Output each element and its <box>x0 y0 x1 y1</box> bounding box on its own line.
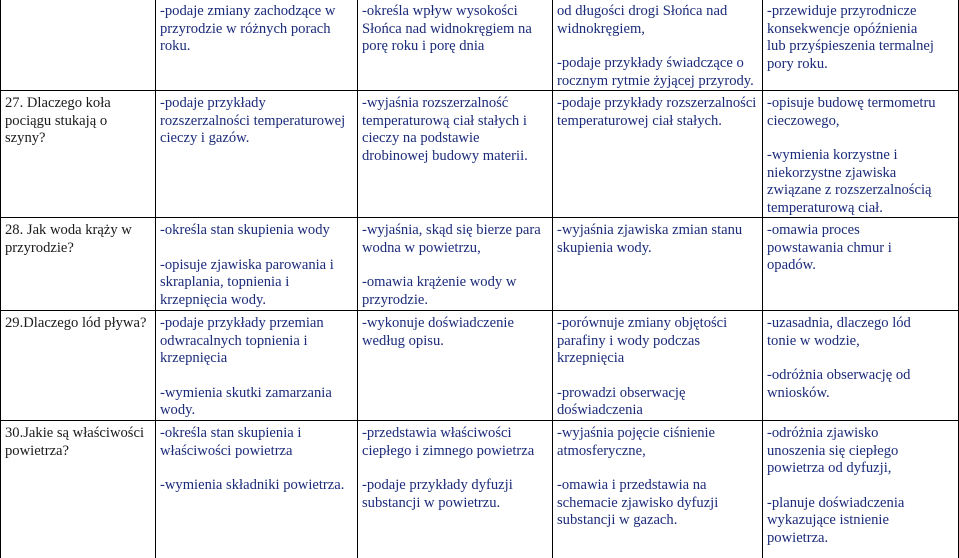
requirement-text-line: skraplania, topnienia i <box>160 274 290 290</box>
requirement-text-line: -wymienia skutki zamarzania <box>160 384 332 401</box>
requirement-text-line: -opisuje zjawiska parowania i <box>160 256 334 273</box>
paragraph-gap <box>557 368 758 385</box>
paragraph-gap <box>557 38 758 55</box>
requirement-text-line: wodna w powietrzu, <box>362 239 481 256</box>
requirement-cell <box>763 218 959 311</box>
requirement-text-line: cieczy na podstawie <box>362 130 480 146</box>
requirement-text-line: krzepnięcia wody. <box>160 291 267 308</box>
requirement-text-line: -porównuje zmiany objętości <box>557 315 728 331</box>
question-cell <box>1 421 156 558</box>
requirement-text-line: wykazujące istnienie <box>767 512 889 528</box>
requirement-text-line: -wyjaśnia pojęcie ciśnienie <box>557 425 716 441</box>
requirement-text-line: temperaturową ciał. <box>767 199 883 216</box>
requirement-cell <box>358 421 553 558</box>
paragraph-gap <box>767 478 954 495</box>
question-text-line: powietrza? <box>5 442 70 459</box>
requirement-cell <box>156 91 358 218</box>
requirement-text-line: tonie w wodzie, <box>767 332 860 349</box>
requirement-cell <box>763 311 959 421</box>
question-cell <box>1 91 156 218</box>
table-row <box>1 218 959 311</box>
requirement-text-line: pory roku. <box>767 55 828 72</box>
requirement-text-line: temperaturowej ciał stałych. <box>557 112 722 129</box>
requirement-text-line: atmosferyczne, <box>557 442 646 459</box>
requirement-cell <box>553 421 763 558</box>
table-body <box>1 0 959 558</box>
requirement-text-line: rocznym rytmie żyjącej przyrody. <box>557 72 754 89</box>
requirement-text-line: -podaje zmiany zachodzące w <box>160 3 336 19</box>
requirement-text-line: związane z rozszerzalnością <box>767 182 932 198</box>
requirement-text-line: -podaje przykłady <box>160 95 266 111</box>
requirement-text-line: -wyjaśnia, skąd się bierze para <box>362 222 541 238</box>
requirement-text-line: porę roku i porę dnia <box>362 38 485 54</box>
requirement-text-line: -planuje doświadczenia <box>767 494 905 511</box>
requirement-text-line: właściwości powietrza <box>160 442 293 459</box>
paragraph-gap <box>767 350 954 367</box>
requirement-text-line: krzepnięcia <box>160 350 228 366</box>
requirement-text-line: opadów. <box>767 257 816 273</box>
requirement-cell <box>358 311 553 421</box>
requirement-text-line: -określa stan skupienia wody <box>160 222 330 238</box>
requirement-text-line: -uzasadnia, dlaczego lód <box>767 315 911 331</box>
question-text-line: przyrodzie? <box>5 239 74 256</box>
requirement-text-line: -określa wpływ wysokości <box>362 3 518 19</box>
requirement-text-line: -określa stan skupienia i <box>160 425 302 441</box>
paragraph-gap <box>767 130 954 147</box>
question-text-line: pociągu stukają o <box>5 112 108 129</box>
requirement-text-line: -wymienia składniki powietrza. <box>160 477 345 493</box>
requirement-text-line: od długości drogi Słońca nad <box>557 3 728 19</box>
requirement-text-line: substancji w gazach. <box>557 512 678 528</box>
table-row <box>1 91 959 218</box>
requirement-text-line: lub przyśpieszenia termalnej <box>767 38 934 54</box>
requirement-text-line: unoszenia się ciepłego <box>767 442 899 459</box>
requirement-text-line: cieczy i gazów. <box>160 130 250 146</box>
requirement-text-line: -omawia proces <box>767 222 860 238</box>
question-text-line: 30.Jakie są właściwości <box>5 425 145 441</box>
requirement-text-line: cieczowego, <box>767 112 840 129</box>
requirement-cell <box>156 0 358 91</box>
requirement-text-line: -opisuje budowę termometru <box>767 95 936 111</box>
requirement-text-line: powietrza. <box>767 529 829 546</box>
requirement-text-line: powstawania chmur i <box>767 239 892 256</box>
requirement-text-line: Słońca nad widnokręgiem na <box>362 20 532 37</box>
requirement-cell <box>553 311 763 421</box>
requirement-text-line: powietrza od dyfuzji, <box>767 460 892 476</box>
requirement-text-line: rozszerzalności temperaturowej <box>160 112 346 129</box>
requirement-cell <box>156 421 358 558</box>
requirement-cell <box>553 0 763 91</box>
requirement-cell <box>763 91 959 218</box>
question-text-line: 27. Dlaczego koła <box>5 95 111 111</box>
table-row <box>1 0 959 91</box>
requirement-text-line: -podaje przykłady dyfuzji <box>362 477 513 493</box>
requirement-text-line: substancji w powietrzu. <box>362 494 501 511</box>
requirement-text-line: -wyjaśnia zjawiska zmian stanu <box>557 222 743 238</box>
question-cell <box>1 311 156 421</box>
requirement-text-line: -podaje przykłady rozszerzalności <box>557 95 757 111</box>
requirement-text-line: przyrodzie w różnych porach <box>160 20 331 37</box>
requirement-text-line: według opisu. <box>362 332 444 349</box>
paragraph-gap <box>557 460 758 477</box>
table-row <box>1 421 959 558</box>
requirement-text-line: -omawia krążenie wody w <box>362 274 517 290</box>
requirement-text-line: -omawia i przedstawia na <box>557 477 707 493</box>
requirement-text-line: -przewiduje przyrodnicze <box>767 3 917 19</box>
requirement-text-line: doświadczenia <box>557 402 643 418</box>
requirement-text-line: niekorzystne zjawiska <box>767 164 897 181</box>
paragraph-gap <box>362 257 548 274</box>
requirement-text-line: -odróżnia obserwację od <box>767 367 911 383</box>
requirement-text-line: parafiny i wody podczas <box>557 332 701 349</box>
requirement-text-line: wody. <box>160 402 196 418</box>
requirement-text-line: -wymienia korzystne i <box>767 147 898 163</box>
requirement-text-line: -podaje przykłady przemian <box>160 315 324 331</box>
table-row <box>1 311 959 421</box>
requirement-text-line: przyrodzie. <box>362 291 429 308</box>
requirement-text-line: odwracalnych topnienia i <box>160 332 308 349</box>
requirement-text-line: drobinowej budowy materii. <box>362 147 528 164</box>
requirement-text-line: schemacie zjawisko dyfuzji <box>557 494 719 511</box>
question-cell <box>1 0 156 91</box>
requirement-cell <box>156 218 358 311</box>
requirement-text-line: -prowadzi obserwację <box>557 384 686 401</box>
requirement-cell <box>763 0 959 91</box>
paragraph-gap <box>362 460 548 477</box>
requirement-text-line: widnokręgiem, <box>557 20 645 37</box>
requirement-text-line: konsekwencje opóźnienia <box>767 20 918 37</box>
requirement-cell <box>553 91 763 218</box>
requirement-text-line: -odróżnia zjawisko <box>767 425 879 441</box>
requirement-text-line: -wykonuje doświadczenie <box>362 315 514 331</box>
requirement-cell <box>358 0 553 91</box>
requirement-cell <box>553 218 763 311</box>
requirement-text-line: krzepnięcia <box>557 350 625 366</box>
requirement-text-line: wniosków. <box>767 384 830 401</box>
question-text-line: 29.Dlaczego lód pływa? <box>5 315 147 331</box>
requirement-text-line: -wyjaśnia rozszerzalność <box>362 95 509 111</box>
requirement-cell <box>358 91 553 218</box>
requirement-text-line: roku. <box>160 38 191 54</box>
requirement-cell <box>763 421 959 558</box>
requirement-cell <box>156 311 358 421</box>
paragraph-gap <box>160 460 353 477</box>
requirement-text-line: -podaje przykłady świadczące o <box>557 55 744 71</box>
requirement-text-line: ciepłego i zimnego powietrza <box>362 442 535 459</box>
requirement-text-line: temperaturową ciał stałych i <box>362 112 527 129</box>
requirement-text-line: skupienia wody. <box>557 239 652 256</box>
requirement-text-line: -przedstawia właściwości <box>362 425 512 441</box>
requirement-cell <box>358 218 553 311</box>
paragraph-gap <box>160 240 353 257</box>
question-text-line: szyny? <box>5 130 46 146</box>
paragraph-gap <box>160 368 353 385</box>
question-cell <box>1 218 156 311</box>
question-text-line: 28. Jak woda krąży w <box>5 222 132 238</box>
